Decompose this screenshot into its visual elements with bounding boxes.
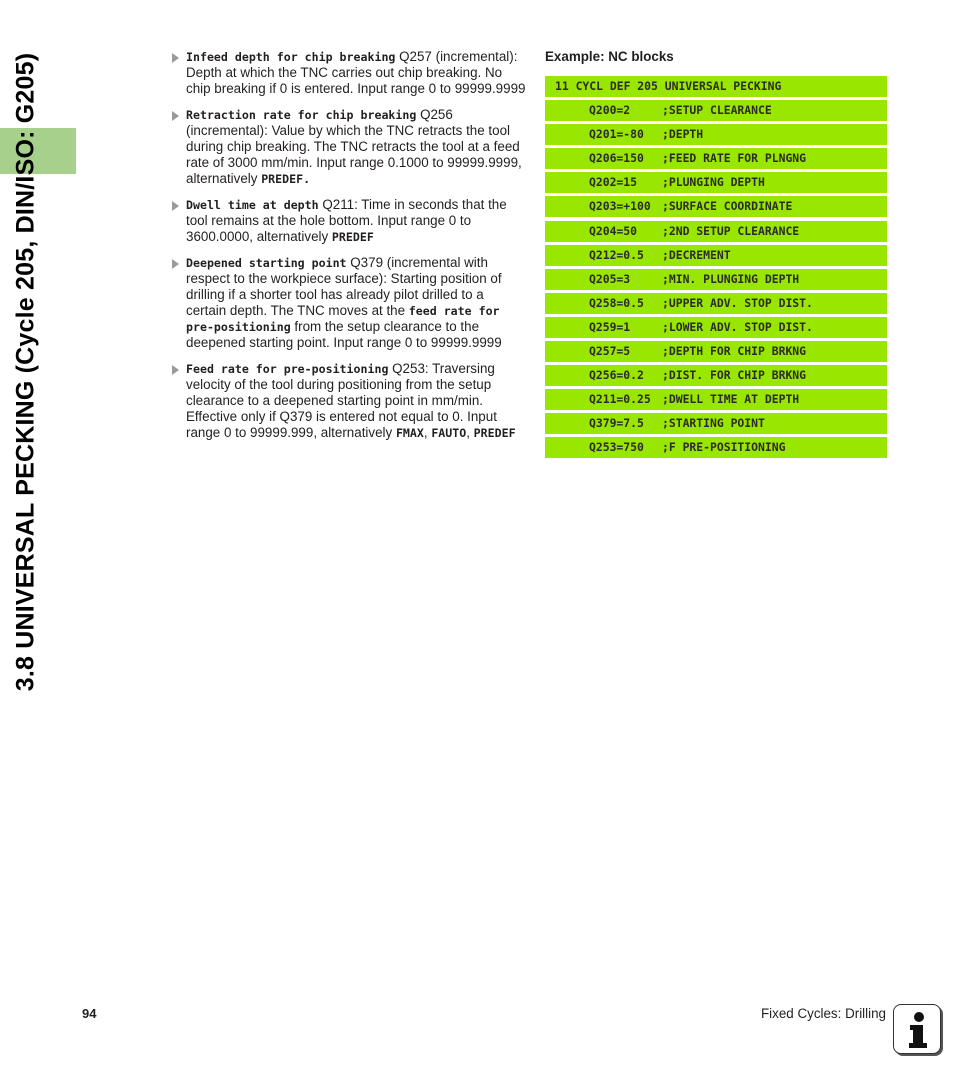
- nc-line: [545, 293, 887, 314]
- info-icon: [893, 1004, 941, 1054]
- param-keyword-inline: PREDEF.: [261, 172, 311, 186]
- nc-comment: ;F PRE-POSITIONING: [662, 440, 786, 455]
- bullet-arrow-icon: [172, 259, 179, 269]
- nc-comment: ;2ND SETUP CLEARANCE: [662, 223, 800, 238]
- nc-param: Q211=0.25: [589, 392, 651, 407]
- nc-comment: ;FEED RATE FOR PLNGNG: [662, 151, 807, 166]
- nc-param: Q203=+100: [589, 199, 651, 214]
- param-keyword: Deepened starting point: [186, 256, 347, 270]
- nc-line: [545, 221, 887, 242]
- nc-param: Q202=15: [589, 175, 638, 190]
- nc-param: Q206=150: [589, 151, 644, 166]
- param-keyword-inline: feed rate for pre-positioning: [186, 304, 500, 334]
- nc-param: Q201=-80: [589, 127, 644, 142]
- param-keyword: Feed rate for pre-positioning: [186, 362, 389, 376]
- separator: ,: [423, 425, 432, 440]
- param-item-q379: [172, 255, 526, 351]
- bullet-arrow-icon: [172, 111, 179, 121]
- nc-line: [545, 437, 887, 458]
- nc-param: Q253=750: [589, 440, 644, 455]
- nc-comment: ;PLUNGING DEPTH: [662, 175, 765, 190]
- param-keyword-inline: FMAX: [395, 426, 424, 440]
- nc-param: Q259=1: [589, 319, 631, 334]
- nc-param: Q205=3: [589, 271, 631, 286]
- param-keyword: Infeed depth for chip breaking: [186, 50, 396, 64]
- param-description: Q379 (incremental with respect to the workpiece surface): Starting position of drilling if a shorter tool has already pilot drilled to a certain depth. The TNC moves at the: [186, 255, 502, 318]
- param-description: Q257 (incremental): Depth at which the TNC carries out chip breaking. No chip breaking if 0 is entered. Input range 0 to 99999.9999: [186, 49, 526, 96]
- nc-comment: ;SURFACE COORDINATE: [662, 199, 793, 214]
- example-title: Example: NC blocks: [545, 49, 674, 64]
- nc-comment: ;DECREMENT: [662, 247, 731, 262]
- nc-param: Q204=50: [589, 223, 638, 238]
- nc-param: Q212=0.5: [589, 247, 644, 262]
- nc-param: Q379=7.5: [589, 416, 644, 431]
- separator: ,: [466, 425, 474, 440]
- nc-comment: ;DWELL TIME AT DEPTH: [662, 392, 800, 407]
- nc-lines: [545, 100, 887, 458]
- param-keyword-inline: PREDEF: [331, 230, 374, 244]
- nc-comment: ;STARTING POINT: [662, 416, 765, 431]
- nc-line: [545, 100, 887, 121]
- param-item-q211: [172, 197, 526, 245]
- nc-line: [545, 269, 887, 290]
- param-keyword-inline: PREDEF: [473, 426, 516, 440]
- param-item-q253: [172, 361, 526, 441]
- param-description-cont: from the setup clearance to the deepened starting point. Input range 0 to 99999.9999: [186, 319, 502, 350]
- footer-chapter-name: Fixed Cycles: Drilling: [760, 1006, 886, 1021]
- parameter-list: [172, 49, 526, 451]
- nc-param: Q258=0.5: [589, 295, 644, 310]
- nc-line: [545, 172, 887, 193]
- nc-line: [545, 245, 887, 266]
- nc-comment: ;DIST. FOR CHIP BRKNG: [662, 368, 807, 383]
- param-keyword: Retraction rate for chip breaking: [186, 108, 417, 122]
- nc-comment: ;DEPTH FOR CHIP BRKNG: [662, 344, 807, 359]
- nc-line: [545, 317, 887, 338]
- nc-line: [545, 148, 887, 169]
- nc-comment: ;MIN. PLUNGING DEPTH: [662, 271, 800, 286]
- nc-line: [545, 413, 887, 434]
- chapter-title: 3.8 UNIVERSAL PECKING (Cycle 205, DIN/ISO: G205): [11, 52, 40, 692]
- nc-comment: ;LOWER ADV. STOP DIST.: [662, 319, 813, 334]
- nc-line: [545, 124, 887, 145]
- param-item-q257: [172, 49, 526, 97]
- param-keyword-inline: FAUTO: [431, 426, 467, 440]
- nc-line: [545, 341, 887, 362]
- nc-line: [545, 365, 887, 386]
- nc-line: [545, 389, 887, 410]
- param-description: Q253: Traversing velocity of the tool during positioning from the setup clearance to a deepened starting point in mm/min. Effective only if Q379 is entered not equal to 0. Input range 0 to 99999.999, alternatively: [186, 361, 497, 440]
- nc-comment: ;UPPER ADV. STOP DIST.: [662, 295, 813, 310]
- nc-example: [545, 49, 887, 462]
- param-description: Q256 (incremental): Value by which the TNC retracts the tool during chip breaking. The TNC retracts the tool at a feed rate of 3000 mm/min. Input range 0.1000 to 99999.9999, alternatively: [186, 107, 522, 186]
- nc-param: Q200=2: [589, 103, 631, 118]
- nc-param: Q257=5: [589, 344, 631, 359]
- param-description: Q211: Time in seconds that the tool remains at the hole bottom. Input range 0 to 3600.0000, alternatively: [186, 197, 507, 244]
- bullet-arrow-icon: [172, 53, 179, 63]
- nc-line: [545, 196, 887, 217]
- nc-param: Q256=0.2: [589, 368, 644, 383]
- nc-comment: ;DEPTH: [662, 127, 704, 142]
- nc-comment: ;SETUP CLEARANCE: [662, 103, 772, 118]
- param-keyword: Dwell time at depth: [186, 198, 319, 212]
- bullet-arrow-icon: [172, 365, 179, 375]
- param-item-q256: [172, 107, 526, 187]
- nc-header-line: 11 CYCL DEF 205 UNIVERSAL PECKING: [545, 76, 887, 97]
- bullet-arrow-icon: [172, 201, 179, 211]
- page-number: 94: [82, 1006, 97, 1021]
